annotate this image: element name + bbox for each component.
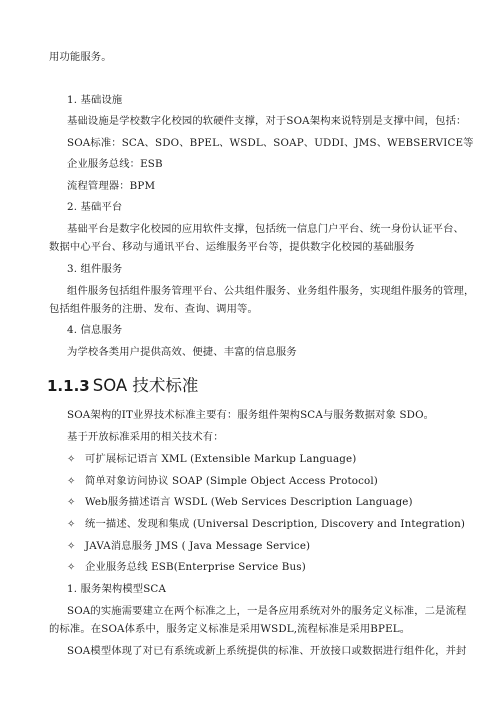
paragraph-line: 基础平台是数字化校园的应用软件支撑，包括统一信息门户平台、统一身份认证平台、	[67, 223, 464, 235]
list-item: ✧ 可扩展标记语言 XML (Extensible Markup Language)	[67, 453, 357, 465]
paragraph-line: 数据中心平台、移动与通讯平台、运维服务平台等，提供数字化校园的基础服务	[49, 241, 415, 253]
section-title: SOA 技术标准	[92, 376, 199, 395]
list-heading-information: 4. 信息服务	[67, 324, 123, 336]
list-item: ✧ 统一描述、发现和集成 (Universal Description, Discovery and Integration)	[67, 518, 466, 530]
paragraph-line: 为学校各类用户提供高效、便捷、丰富的信息服务	[67, 346, 297, 358]
bullet-icon: ✧	[67, 541, 76, 552]
bullet-icon: ✧	[67, 562, 76, 573]
paragraph-line: SOA的实施需要建立在两个标准之上，一是各应用系统对外的服务定义标准，二是流程	[67, 605, 467, 617]
section-number: 1.1.3	[47, 377, 90, 395]
list-heading-components: 3. 组件服务	[67, 263, 123, 275]
list-heading-platform: 2. 基础平台	[67, 201, 123, 213]
list-item: ✧ 简单对象访问协议 SOAP (Simple Object Access Protocol)	[67, 475, 378, 487]
bullet-icon: ✧	[67, 497, 76, 508]
bullet-icon: ✧	[67, 454, 76, 465]
paragraph-line: SOA架构的IT业界技术标准主要有：服务组件架构SCA与服务数据对象 SDO。	[67, 409, 435, 421]
paragraph-line: SOA模型体现了对已有系统或新上系统提供的标准、开放接口或数据进行组件化，并封	[67, 645, 467, 657]
section-heading	[47, 372, 198, 396]
bullet-icon: ✧	[67, 476, 76, 487]
paragraph-line: 企业服务总线：ESB	[67, 158, 163, 170]
paragraph-line: 基于开放标准采用的相关技术有：	[67, 431, 224, 443]
paragraph-line: 包括组件服务的注册、发布、查询、调用等。	[49, 303, 258, 315]
paragraph-line: 的标准。在SOA体系中，服务定义标准是采用WSDL,流程标准是采用BPEL。	[49, 623, 411, 635]
paragraph-line: 基础设施是学校数字化校园的软硬件支撑，对于SOA架构来说特别是支撑中间，包括：	[67, 115, 467, 127]
paragraph-line: 组件服务包括组件服务管理平台、公共组件服务、业务组件服务，实现组件服务的管理，	[67, 285, 475, 297]
paragraph-line: 用功能服务。	[49, 51, 112, 63]
paragraph-line: 流程管理器：BPM	[67, 180, 156, 192]
list-item: ✧ JAVA消息服务 JMS ( Java Message Service)	[67, 540, 311, 552]
list-heading-infrastructure: 1. 基础设施	[67, 94, 123, 106]
list-item: ✧ 企业服务总线 ESB(Enterprise Service Bus)	[67, 561, 306, 573]
list-item: ✧ Web服务描述语言 WSDL (Web Services Description Language)	[67, 496, 413, 508]
paragraph-line: SOA标准：SCA、SDO、BPEL、WSDL、SOAP、UDDI、JMS、WEBSERVICE等	[67, 137, 474, 149]
list-heading-sca: 1. 服务架构模型SCA	[67, 583, 167, 595]
bullet-icon: ✧	[67, 519, 76, 530]
